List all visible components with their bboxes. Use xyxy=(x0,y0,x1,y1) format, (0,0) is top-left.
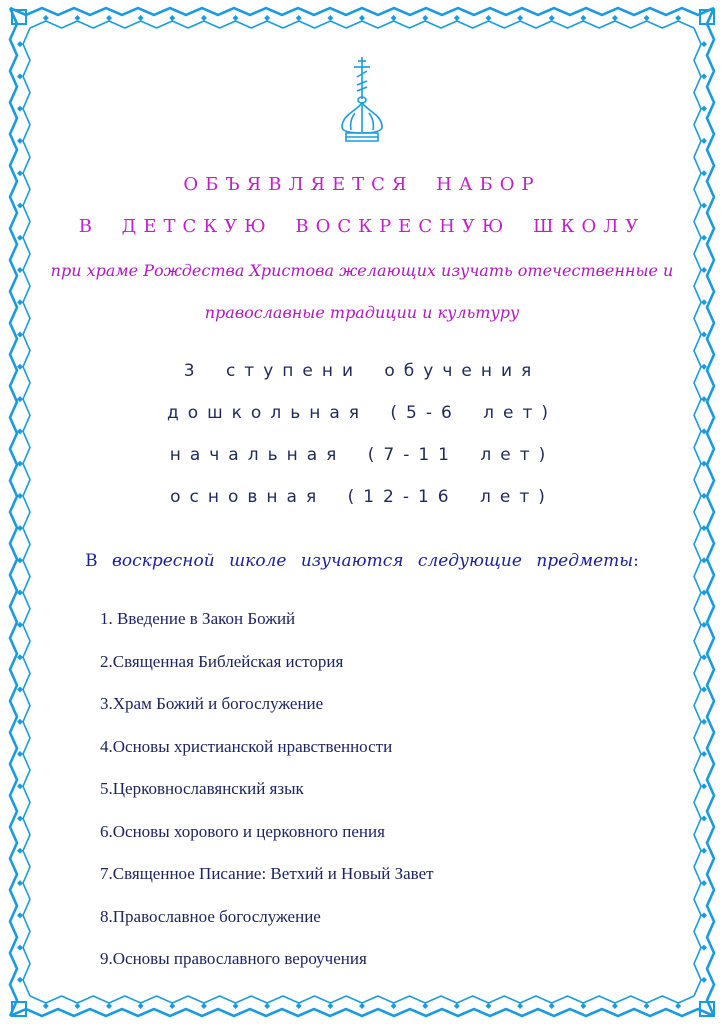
stages-heading: 3 ступени обучения xyxy=(183,361,541,381)
subjects-heading-colon: : xyxy=(633,551,639,571)
announcement-headline: ОБЪЯВЛЯЕТСЯ НАБОР xyxy=(183,174,541,195)
subjects-heading-text: воскресной школе изучаются следующие предметы xyxy=(112,551,634,571)
list-item: 8.Православное богослужение xyxy=(100,906,321,926)
list-item: 9.Основы православного вероучения xyxy=(100,949,367,968)
stage-preschool: дошкольная (5-6 лет) xyxy=(166,403,558,423)
list-item: 4.Основы христианской нравственности xyxy=(100,736,393,756)
list-item: 7.Священное Писание: Ветхий и Новый Завет xyxy=(100,864,434,883)
list-item: 6.Основы хорового и церковного пения xyxy=(100,821,385,841)
subjects-heading xyxy=(0,551,724,571)
church-dome-cross-icon xyxy=(334,55,390,147)
announcement-church-line: при храме Рождества Христова желающих изучать отечественные и xyxy=(50,261,674,280)
subjects-list xyxy=(100,606,434,989)
subjects-heading-prefix: В xyxy=(85,551,98,571)
announcement-school-line: В ДЕТСКУЮ ВОСКРЕСНУЮ ШКОЛУ xyxy=(78,216,646,237)
stage-basic: основная (12-16 лет) xyxy=(170,487,554,507)
list-item: 1. Введение в Закон Божий xyxy=(100,609,296,628)
stage-primary: начальная (7-11 лет) xyxy=(169,445,555,465)
list-item: 3.Храм Божий и богослужение xyxy=(100,694,324,713)
list-item: 2.Священная Библейская история xyxy=(100,651,344,671)
list-item: 5.Церковнославянский язык xyxy=(100,779,304,798)
announcement-traditions-line: православные традиции и культуру xyxy=(204,303,520,322)
